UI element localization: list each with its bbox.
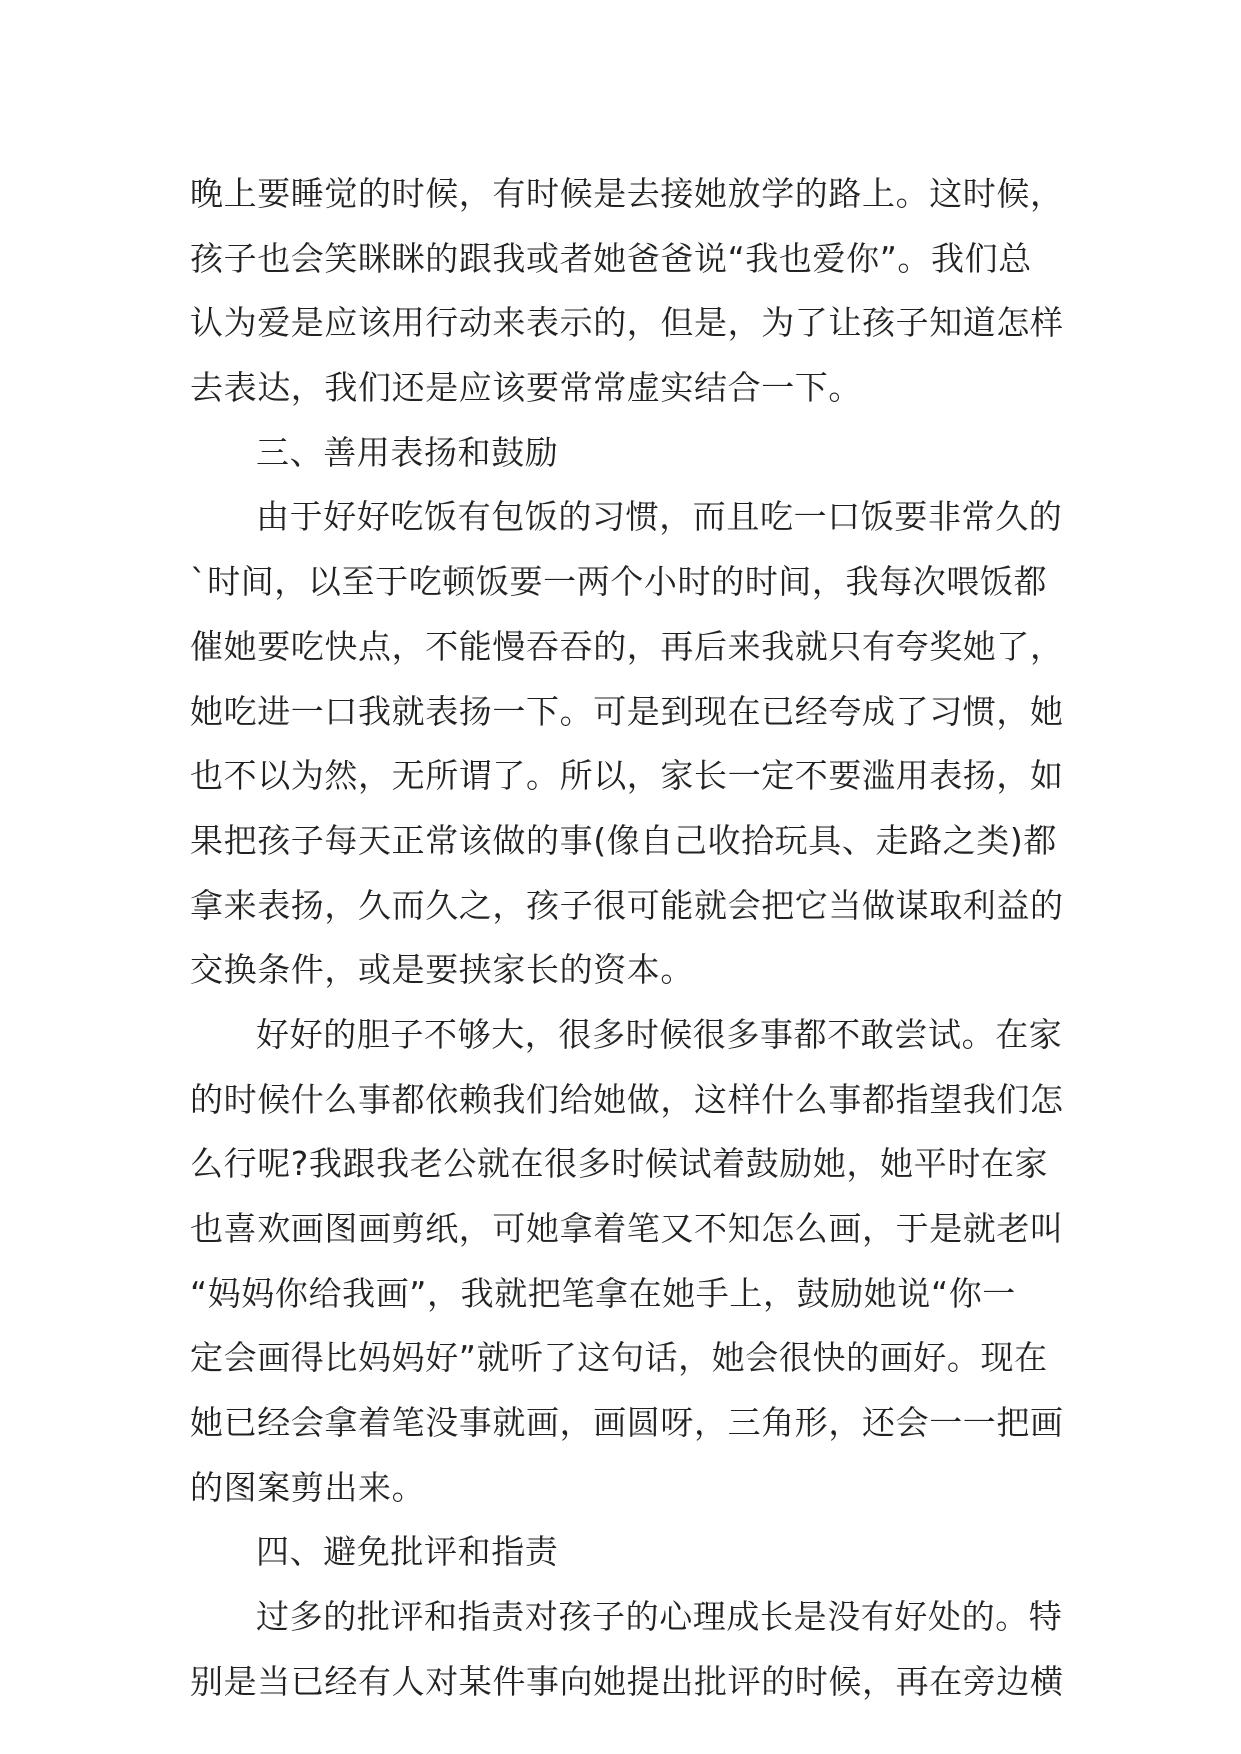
text-line: 晚上要睡觉的时候，有时候是去接她放学的路上。这时候， (190, 174, 1064, 213)
text-line: 的时候什么事都依赖我们给她做，这样什么事都指望我们怎 (190, 1079, 1064, 1119)
text-line: 催她要吃快点，不能慢吞吞的，再后来我就只有夸奖她了， (190, 626, 1064, 666)
text-line: 认为爱是应该用行动来表示的，但是，为了让孩子知道怎样 (190, 303, 1064, 343)
section-heading: 三、善用表扬和鼓励 (256, 432, 559, 472)
text-line: 她吃进一口我就表扬一下。可是到现在已经夸成了习惯，她 (190, 691, 1064, 731)
text-line: 别是当已经有人对某件事向她提出批评的时候，再在旁边横 (190, 1661, 1064, 1701)
text-line: 果把孩子每天正常该做的事(像自己收拾玩具、走路之类)都 (190, 820, 1057, 860)
text-line: 交换条件，或是要挟家长的资本。 (190, 950, 694, 990)
text-line: 也不以为然，无所谓了。所以，家长一定不要滥用表扬，如 (190, 756, 1064, 796)
text-line: 定会画得比妈妈好”就听了这句话，她会很快的画好。现在 (190, 1338, 1048, 1378)
text-line: 也喜欢画图画剪纸，可她拿着笔又不知怎么画，于是就老叫 (190, 1209, 1064, 1248)
text-line: 她已经会拿着笔没事就画，画圆呀，三角形，还会一一把画 (190, 1403, 1064, 1443)
text-line: 么行呢?我跟我老公就在很多时候试着鼓励她，她平时在家 (190, 1144, 1049, 1184)
text-line: 孩子也会笑眯眯的跟我或者她爸爸说“我也爱你”。我们总 (190, 238, 1032, 278)
text-line: 拿来表扬，久而久之，孩子很可能就会把它当做谋取利益的 (190, 885, 1064, 925)
text-line: 由于好好吃饭有包饭的习惯，而且吃一口饭要非常久的 (256, 497, 1063, 537)
text-line: “妈妈你给我画”，我就把笔拿在她手上，鼓励她说“你一 (190, 1273, 1016, 1313)
text-line: 好好的胆子不够大，很多时候很多事都不敢尝试。在家 (256, 1014, 1063, 1054)
text-line: 去表达，我们还是应该要常常虚实结合一下。 (190, 368, 862, 408)
text-line: 过多的批评和指责对孩子的心理成长是没有好处的。特 (256, 1597, 1063, 1637)
text-line: 的图案剪出来。 (190, 1467, 426, 1507)
section-heading: 四、避免批评和指责 (256, 1532, 559, 1572)
document-body (190, 162, 1070, 1715)
text-line: `时间，以至于吃顿饭要一两个小时的时间，我每次喂饭都 (190, 562, 1048, 602)
